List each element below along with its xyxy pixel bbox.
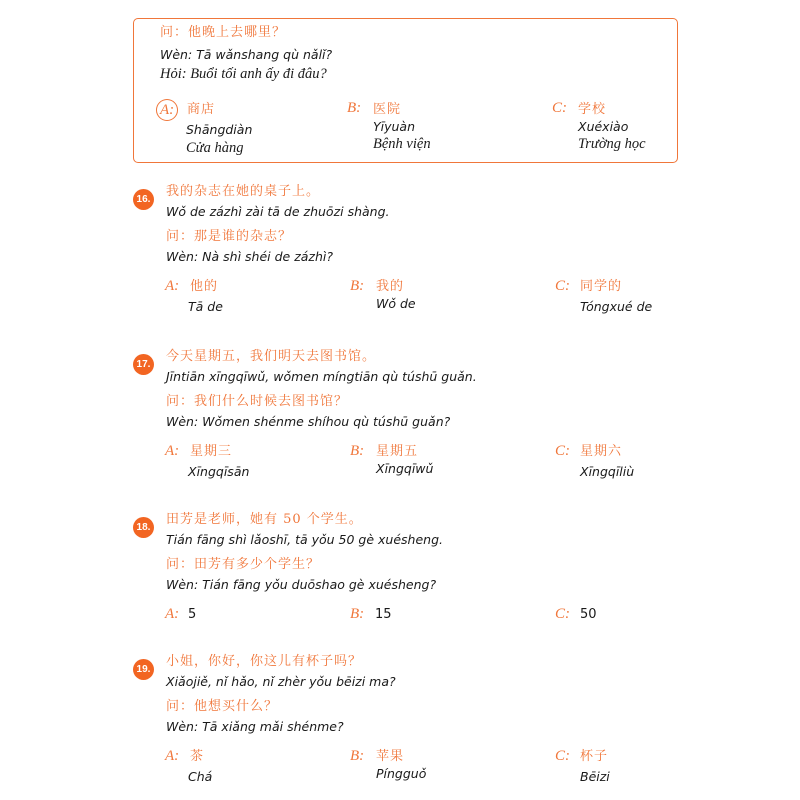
option-pinyin: Xīngqīwǔ <box>376 461 434 476</box>
question-chinese: 问：田芳有多少个学生？ <box>166 557 321 572</box>
option-chinese[interactable]: 我的 <box>376 279 405 294</box>
option-letter[interactable]: C: <box>552 100 567 116</box>
option-pinyin: Wǒ de <box>376 296 416 311</box>
option-pinyin: Bēizi <box>580 769 610 784</box>
option-pinyin: Tóngxué de <box>580 299 653 314</box>
option-chinese[interactable]: 杯子 <box>580 749 609 764</box>
option-vietnamese: Cửa hàng <box>186 140 244 156</box>
option-chinese[interactable]: 医院 <box>373 102 402 117</box>
option-pinyin: Xīngqīsān <box>188 464 250 479</box>
option-letter[interactable]: B: <box>350 278 365 294</box>
option-chinese[interactable]: 同学的 <box>580 279 623 294</box>
option-letter[interactable]: A: <box>165 606 180 622</box>
option-pinyin: Xīngqīliù <box>580 464 635 479</box>
question-pinyin: Wèn: Tā xiǎng mǎi shénme? <box>166 719 344 734</box>
option-letter-selected[interactable]: A: <box>156 99 178 121</box>
question-number-badge: 16. <box>133 189 154 210</box>
option-letter[interactable]: C: <box>555 748 570 764</box>
question-chinese: 问：他晚上去哪里？ <box>160 25 287 40</box>
statement-pinyin: Wǒ de zázhì zài tā de zhuōzi shàng. <box>166 204 390 219</box>
option-pinyin: Yīyuàn <box>373 119 416 134</box>
question-number-badge: 18. <box>133 517 154 538</box>
question-chinese: 问：那是谁的杂志？ <box>166 229 293 244</box>
option-pinyin: Píngguǒ <box>376 766 427 781</box>
option-letter[interactable]: B: <box>350 748 365 764</box>
option-letter[interactable]: A: <box>165 748 180 764</box>
option-letter[interactable]: B: <box>350 606 365 622</box>
option-chinese[interactable]: 星期三 <box>190 444 233 459</box>
option-letter[interactable]: C: <box>555 278 570 294</box>
option-chinese[interactable]: 他的 <box>190 279 219 294</box>
option-value[interactable]: 50 <box>580 607 597 622</box>
option-letter[interactable]: C: <box>555 443 570 459</box>
statement-chinese: 小姐，你好，你这儿有杯子吗？ <box>166 654 363 669</box>
question-chinese: 问：他想买什么？ <box>166 699 279 714</box>
statement-chinese: 田芳是老师，她有 50 个学生。 <box>166 512 363 527</box>
option-letter[interactable]: B: <box>350 443 365 459</box>
option-letter[interactable]: B: <box>347 100 362 116</box>
question-pinyin: Wèn: Tián fāng yǒu duōshao gè xuésheng? <box>166 577 437 592</box>
option-chinese[interactable]: 商店 <box>187 102 216 117</box>
option-chinese[interactable]: 星期六 <box>580 444 623 459</box>
option-value[interactable]: 15 <box>375 607 392 622</box>
statement-chinese: 今天星期五，我们明天去图书馆。 <box>166 349 377 364</box>
question-vietnamese: Hỏi: Buổi tối anh ấy đi đâu? <box>160 66 327 82</box>
option-pinyin: Shāngdiàn <box>186 122 253 137</box>
question-number-badge: 17. <box>133 354 154 375</box>
option-pinyin: Tā de <box>188 299 223 314</box>
question-pinyin: Wèn: Tā wǎnshang qù nǎlǐ? <box>160 47 333 62</box>
option-chinese[interactable]: 茶 <box>190 749 205 764</box>
statement-pinyin: Xiǎojiě, nǐ hǎo, nǐ zhèr yǒu bēizi ma? <box>166 674 396 689</box>
option-pinyin: Chá <box>188 769 213 784</box>
option-vietnamese: Trường học <box>578 136 646 152</box>
option-pinyin: Xuéxiào <box>578 119 629 134</box>
option-chinese[interactable]: 星期五 <box>376 444 419 459</box>
question-pinyin: Wèn: Wǒmen shénme shíhou qù túshū guǎn? <box>166 414 451 429</box>
option-letter[interactable]: C: <box>555 606 570 622</box>
question-chinese: 问：我们什么时候去图书馆？ <box>166 394 349 409</box>
statement-chinese: 我的杂志在她的桌子上。 <box>166 184 321 199</box>
statement-pinyin: Jīntiān xīngqīwǔ, wǒmen míngtiān qù túshū guǎn. <box>166 369 477 384</box>
question-number-badge: 19. <box>133 659 154 680</box>
option-vietnamese: Bệnh viện <box>373 136 431 152</box>
statement-pinyin: Tián fāng shì lǎoshī, tā yǒu 50 gè xuésheng. <box>166 532 443 547</box>
option-chinese[interactable]: 学校 <box>578 102 607 117</box>
option-value[interactable]: 5 <box>188 607 197 622</box>
option-chinese[interactable]: 苹果 <box>376 749 405 764</box>
option-letter[interactable]: A: <box>165 443 180 459</box>
option-letter[interactable]: A: <box>165 278 180 294</box>
question-pinyin: Wèn: Nà shì shéi de zázhì? <box>166 249 334 264</box>
